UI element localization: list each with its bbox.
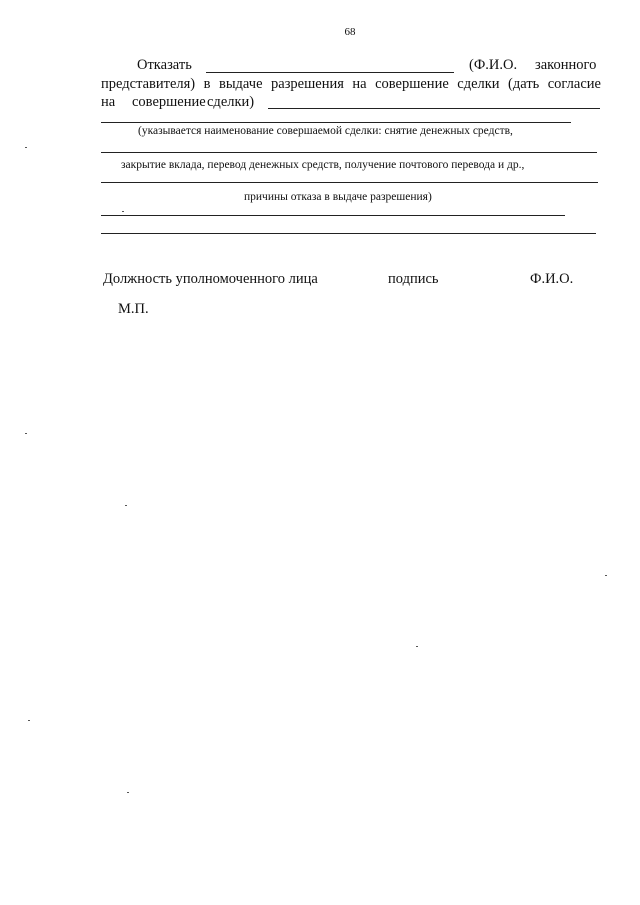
blank-line-1: [101, 122, 571, 123]
legal-word: законного: [535, 57, 597, 73]
line2-text: [101, 75, 601, 93]
line2-word: на: [352, 76, 367, 92]
scan-speck: [125, 505, 127, 506]
scan-speck: [416, 646, 418, 647]
word-on: на: [101, 94, 116, 110]
word-conclude: совершение: [132, 94, 206, 110]
page-number: 68: [344, 26, 356, 38]
fio-label: Ф.И.О.: [530, 271, 574, 287]
scan-speck: [605, 575, 607, 576]
line2-word: в: [203, 76, 211, 92]
hint-line-3: причины отказа в выдаче разрешения): [244, 191, 432, 203]
line2-word: сделки: [457, 76, 500, 92]
stamp-label: М.П.: [118, 301, 149, 317]
line2-word: выдаче: [218, 76, 263, 92]
line2-word: разрешения: [271, 76, 344, 92]
hint-line-1: (указывается наименование совершаемой сделки: снятие денежных средств,: [138, 125, 513, 137]
line2-word: (дать: [508, 76, 540, 92]
line2-word: совершение: [375, 76, 449, 92]
scan-speck: [25, 147, 27, 148]
refuse-word: Отказать: [137, 57, 192, 73]
fio-word: (Ф.И.О.: [469, 57, 518, 73]
blank-line-4: [101, 215, 565, 216]
deal-blank-line: [268, 108, 600, 109]
scan-speck: [127, 792, 129, 793]
line2-word: представителя): [101, 76, 196, 92]
line2-word: согласие: [547, 76, 601, 92]
scan-speck: [28, 720, 30, 721]
hint-line-2: закрытие вклада, перевод денежных средств, получение почтового перевода и др.,: [121, 159, 525, 171]
blank-line-2: [101, 152, 597, 153]
word-deal: сделки): [207, 94, 255, 110]
blank-line-3: [101, 182, 598, 183]
fio-blank-line: [206, 72, 454, 73]
sign-label: подпись: [388, 271, 439, 287]
scan-speck: [122, 211, 124, 212]
scan-speck: [25, 433, 27, 434]
position-label: Должность уполномоченного лица: [103, 271, 318, 287]
blank-line-5: [101, 233, 596, 234]
